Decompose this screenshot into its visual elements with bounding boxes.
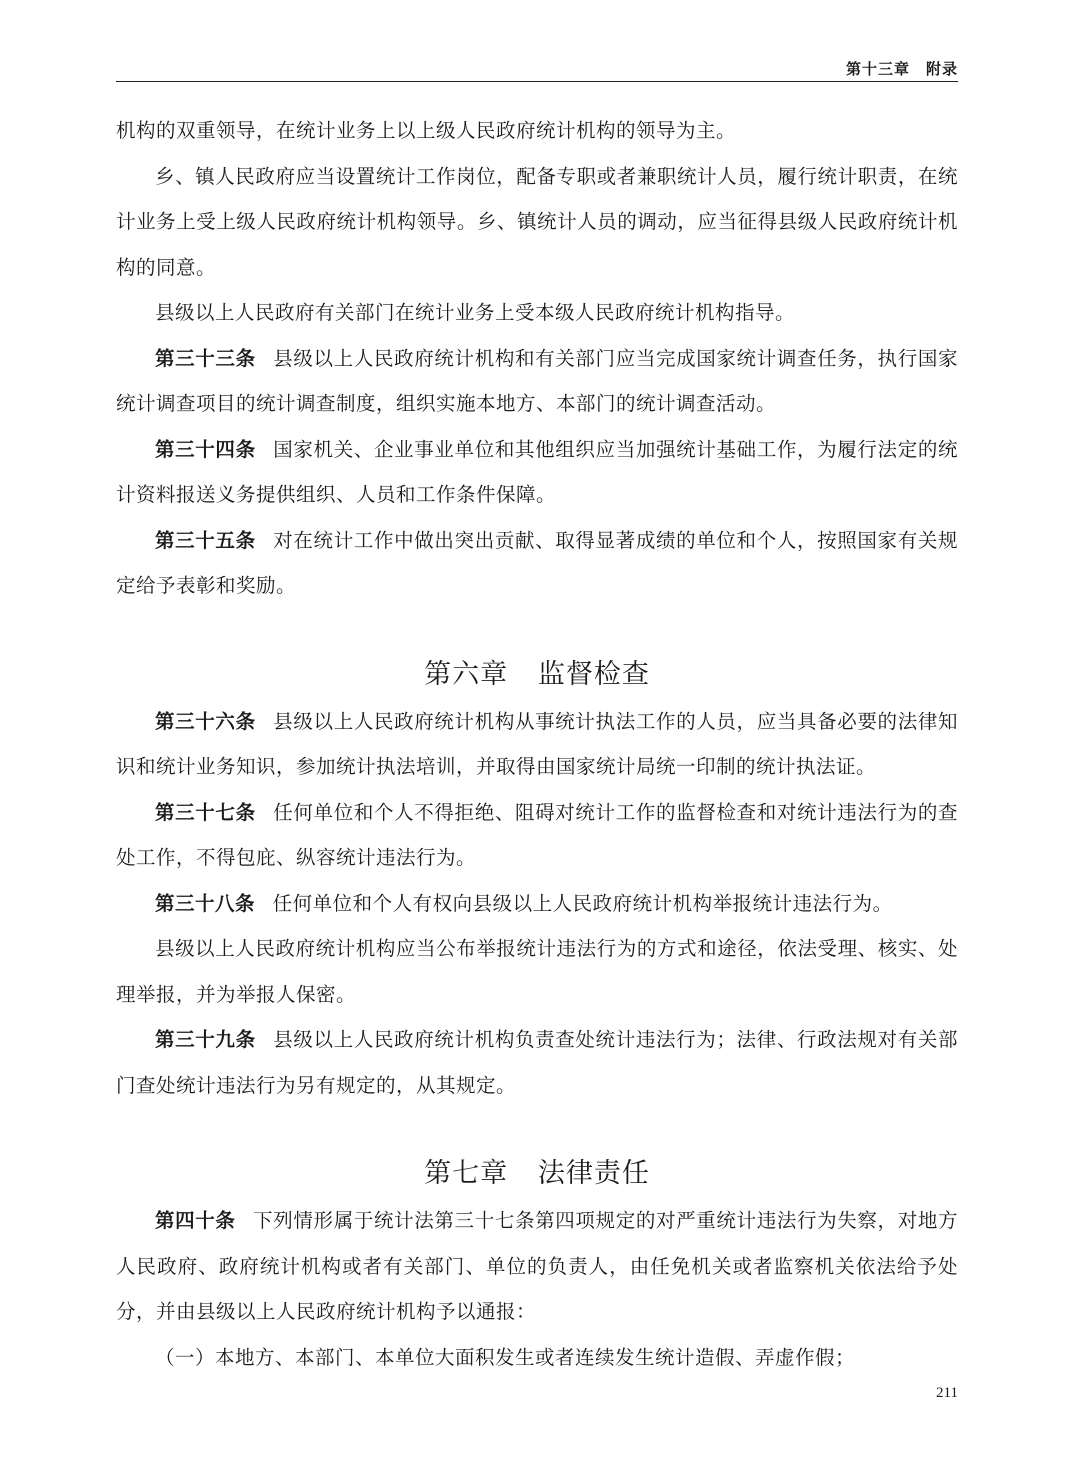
article-text: 县级以上人民政府统计机构负责查处统计违法行为；法律、行政法规对有关部门查处统计违法行为另有规定的，从其规定。 — [116, 1028, 958, 1097]
article-text: 下列情形属于统计法第三十七条第四项规定的对严重统计违法行为失察，对地方人民政府、政府统计机构或者有关部门、单位的负责人，由任免机关或者监察机关依法给予处分，并由县级以上人民政府统计机构予以通报： — [116, 1209, 958, 1323]
paragraph — [116, 290, 958, 336]
paragraph-text: 县级以上人民政府有关部门在统计业务上受本级人民政府统计机构指导。 — [155, 301, 796, 324]
chapter-7-title — [116, 1148, 958, 1200]
header-rule — [116, 81, 958, 82]
article-number: 第三十九条 — [155, 1028, 256, 1051]
article-34 — [116, 427, 958, 518]
chapter-6-title — [116, 649, 958, 701]
list-item — [116, 1335, 958, 1381]
article-number: 第四十条 — [155, 1209, 236, 1232]
article-text: 县级以上人民政府统计机构和有关部门应当完成国家统计调查任务，执行国家统计调查项目的统计调查制度，组织实施本地方、本部门的统计调查活动。 — [116, 346, 958, 415]
paragraph-text: 乡、镇人民政府应当设置统计工作岗位，配备专职或者兼职统计人员，履行统计职责，在统计业务上受上级人民政府统计机构领导。乡、镇统计人员的调动，应当征得县级人民政府统计机构的同意。 — [116, 164, 958, 279]
article-number: 第三十五条 — [155, 528, 256, 552]
list-item-text: （一）本地方、本部门、本单位大面积发生或者连续发生统计造假、弄虚作假； — [155, 1345, 856, 1369]
article-33 — [116, 336, 958, 427]
chapter-number: 第六章 — [424, 658, 509, 690]
article-40 — [116, 1198, 958, 1335]
article-number: 第三十八条 — [155, 891, 256, 915]
paragraph-text: 县级以上人民政府统计机构应当公布举报统计违法行为的方式和途径，依法受理、核实、处理举报，并为举报人保密。 — [116, 937, 958, 1006]
article-39 — [116, 1017, 958, 1108]
chapter-name: 监督检查 — [537, 658, 650, 690]
body-text — [116, 108, 958, 1380]
paragraph-continued — [116, 108, 958, 154]
article-text: 县级以上人民政府统计机构从事统计执法工作的人员，应当具备必要的法律知识和统计业务知识，参加统计执法培训，并取得由国家统计局统一印制的统计执法证。 — [116, 709, 958, 778]
article-number: 第三十四条 — [155, 437, 256, 461]
article-38 — [116, 881, 958, 927]
article-35 — [116, 518, 958, 609]
article-text: 国家机关、企业事业单位和其他组织应当加强统计基础工作，为履行法定的统计资料报送义务提供组织、人员和工作条件保障。 — [116, 437, 958, 506]
article-number: 第三十三条 — [155, 346, 256, 370]
paragraph — [116, 926, 958, 1017]
article-number: 第三十六条 — [155, 709, 256, 733]
article-number: 第三十七条 — [155, 800, 256, 824]
article-37 — [116, 790, 958, 881]
running-header: 第十三章 附录 — [845, 60, 958, 78]
paragraph-text: 机构的双重领导，在统计业务上以上级人民政府统计机构的领导为主。 — [116, 119, 737, 142]
chapter-number: 第七章 — [424, 1158, 509, 1189]
page-number: 211 — [936, 1385, 958, 1401]
article-text: 任何单位和个人有权向县级以上人民政府统计机构举报统计违法行为。 — [272, 891, 893, 915]
article-text: 对在统计工作中做出突出贡献、取得显著成绩的单位和个人，按照国家有关规定给予表彰和奖励。 — [116, 528, 958, 597]
chapter-name: 法律责任 — [537, 1158, 650, 1189]
article-text: 任何单位和个人不得拒绝、阻碍对统计工作的监督检查和对统计违法行为的查处工作，不得包庇、纵容统计违法行为。 — [116, 800, 958, 869]
article-36 — [116, 699, 958, 790]
paragraph — [116, 154, 958, 291]
